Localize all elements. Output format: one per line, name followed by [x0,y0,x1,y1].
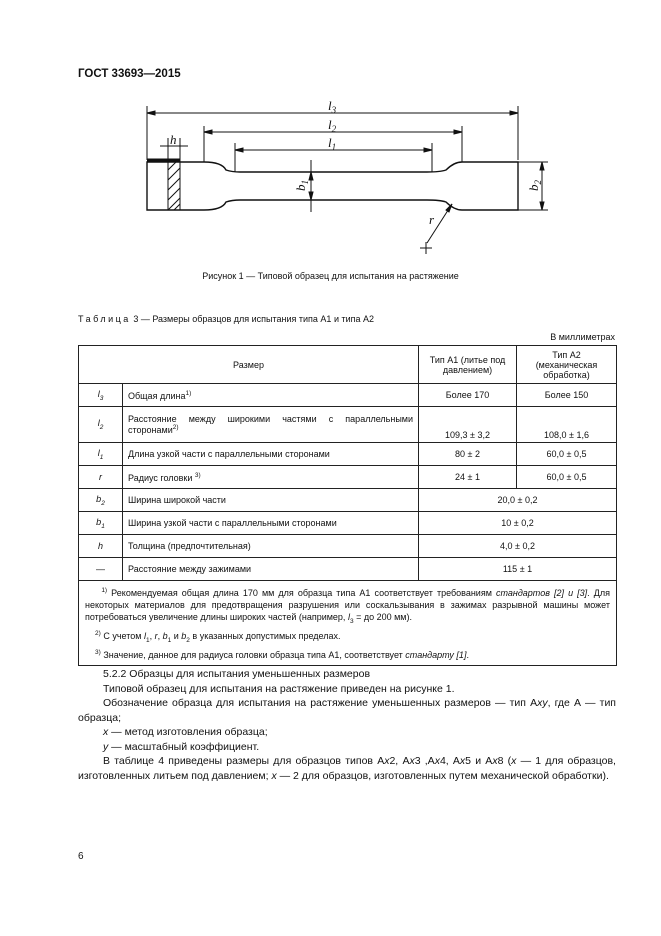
footnote-2: $^{2)}$ С учетом $l_1$, r, $b_1$ и $b_2$ в указанных допустимых пределах. [95,629,341,644]
table-row [79,384,617,407]
footnote-3: $^{3)}$ Значение, данное для радиуса головки образца типа А1, соответствует стандарту [1]. [95,648,469,660]
units-note: В миллиметрах [550,332,615,342]
row-common-value: 10 ± 0,2 [419,512,617,535]
header-a2: Тип А2 (механическая обработка) [517,346,617,384]
row-a2-value: 60,0 ± 0,5 [517,443,617,466]
row-common-value: 115 ± 1 [419,558,617,581]
paragraph: у — масштабный коэффициент. [103,740,260,753]
paragraph: х — метод изготовления образца; [103,726,268,738]
row-common-value: 4,0 ± 0,2 [419,535,617,558]
b2-label: $b_2$ [526,180,543,191]
row-symbol: $l_3$ [79,384,123,407]
specimen-drawing [140,98,560,266]
table-row [79,489,617,512]
paragraph: Обозначение образца для испытания на растяжение уменьшенных размеров — тип Аху, где А — тип образца; [78,697,616,724]
row-description: Радиус головки $^{3)}$ [123,466,419,489]
row-symbol: $l_2$ [79,407,123,443]
row-a2-value: 60,0 ± 0,5 [517,466,617,489]
header-size: Размер [79,346,419,384]
h-label: h [170,132,177,147]
paragraph: Типовой образец для испытания на растяжение приведен на рисунке 1. [103,682,455,695]
b1-label: $b_1$ [293,180,310,191]
paragraph: В таблице 4 приведены размеры для образцов типов Ах2, Ах3 ,Ах4, Ах5 и Ах8 (х — 1 для образцов, изготовленных литьем под давлением; х — 2 для образцов, изготовленных путем механической обработки). [78,755,616,782]
row-a2-value: Более 150 [517,384,617,407]
row-a1-value: 24 ± 1 [419,466,517,489]
table-row [79,512,617,535]
row-description: Общая длина$^{1)}$ [123,384,419,407]
table-caption [78,314,374,324]
table-row [79,443,617,466]
row-a1-value: 80 ± 2 [419,443,517,466]
row-symbol: $l_1$ [79,443,123,466]
row-description: Ширина узкой части с параллельными сторонами [123,512,419,535]
row-common-value: 20,0 ± 0,2 [419,489,617,512]
row-description: Толщина (предпочтительная) [123,535,419,558]
table-footnotes [79,581,617,666]
table-caption-prefix: Таблица [78,314,131,324]
row-description: Расстояние между широкими частями с параллельными сторонами$^{2)}$ [123,407,419,443]
section-heading: 5.2.2 Образцы для испытания уменьшенных размеров [103,668,371,680]
r-label: r [429,212,435,227]
row-symbol: h [79,535,123,558]
dimensions-table [78,345,617,666]
row-description: Длина узкой части с параллельными сторонами [123,443,419,466]
row-symbol: $b_2$ [79,489,123,512]
document-header: ГОСТ 33693—2015 [78,68,181,80]
l3-label: $l_3$ [328,98,337,115]
table-row [79,535,617,558]
row-a2-value: 108,0 ± 1,6 [517,407,617,443]
footnote-1: $^{1)}$ Рекомендуемая общая длина 170 мм для образца типа А1 соответствует требованиям стандартов [2] и [3]. Для некоторых материалов для предотвращения разрушения или соскальзывания в зажимах разрывной машины может потребоваться увеличение длины широких частей (например, $l_3$ = до 200 мм). [85,587,610,625]
table-row [79,558,617,581]
figure-caption: Рисунок 1 — Типовой образец для испытания на растяжение [202,271,459,281]
table-header-row [79,346,617,384]
row-symbol: r [79,466,123,489]
table-row [79,407,617,443]
l1-label: $l_1$ [328,135,337,152]
section-text [78,667,616,783]
row-description: Расстояние между зажимами [123,558,419,581]
header-a1: Тип А1 (литье под давлением) [419,346,517,384]
table-caption-text: 3 — Размеры образцов для испытания типа А1 и типа А2 [133,314,375,324]
row-description: Ширина широкой части [123,489,419,512]
row-a1-value: Более 170 [419,384,517,407]
page-number: 6 [78,851,84,862]
table-row [79,466,617,489]
l2-label: $l_2$ [328,117,337,134]
row-a1-value: 109,3 ± 3,2 [419,407,517,443]
row-symbol: $b_1$ [79,512,123,535]
row-symbol: — [79,558,123,581]
table-notes-row [79,581,617,666]
